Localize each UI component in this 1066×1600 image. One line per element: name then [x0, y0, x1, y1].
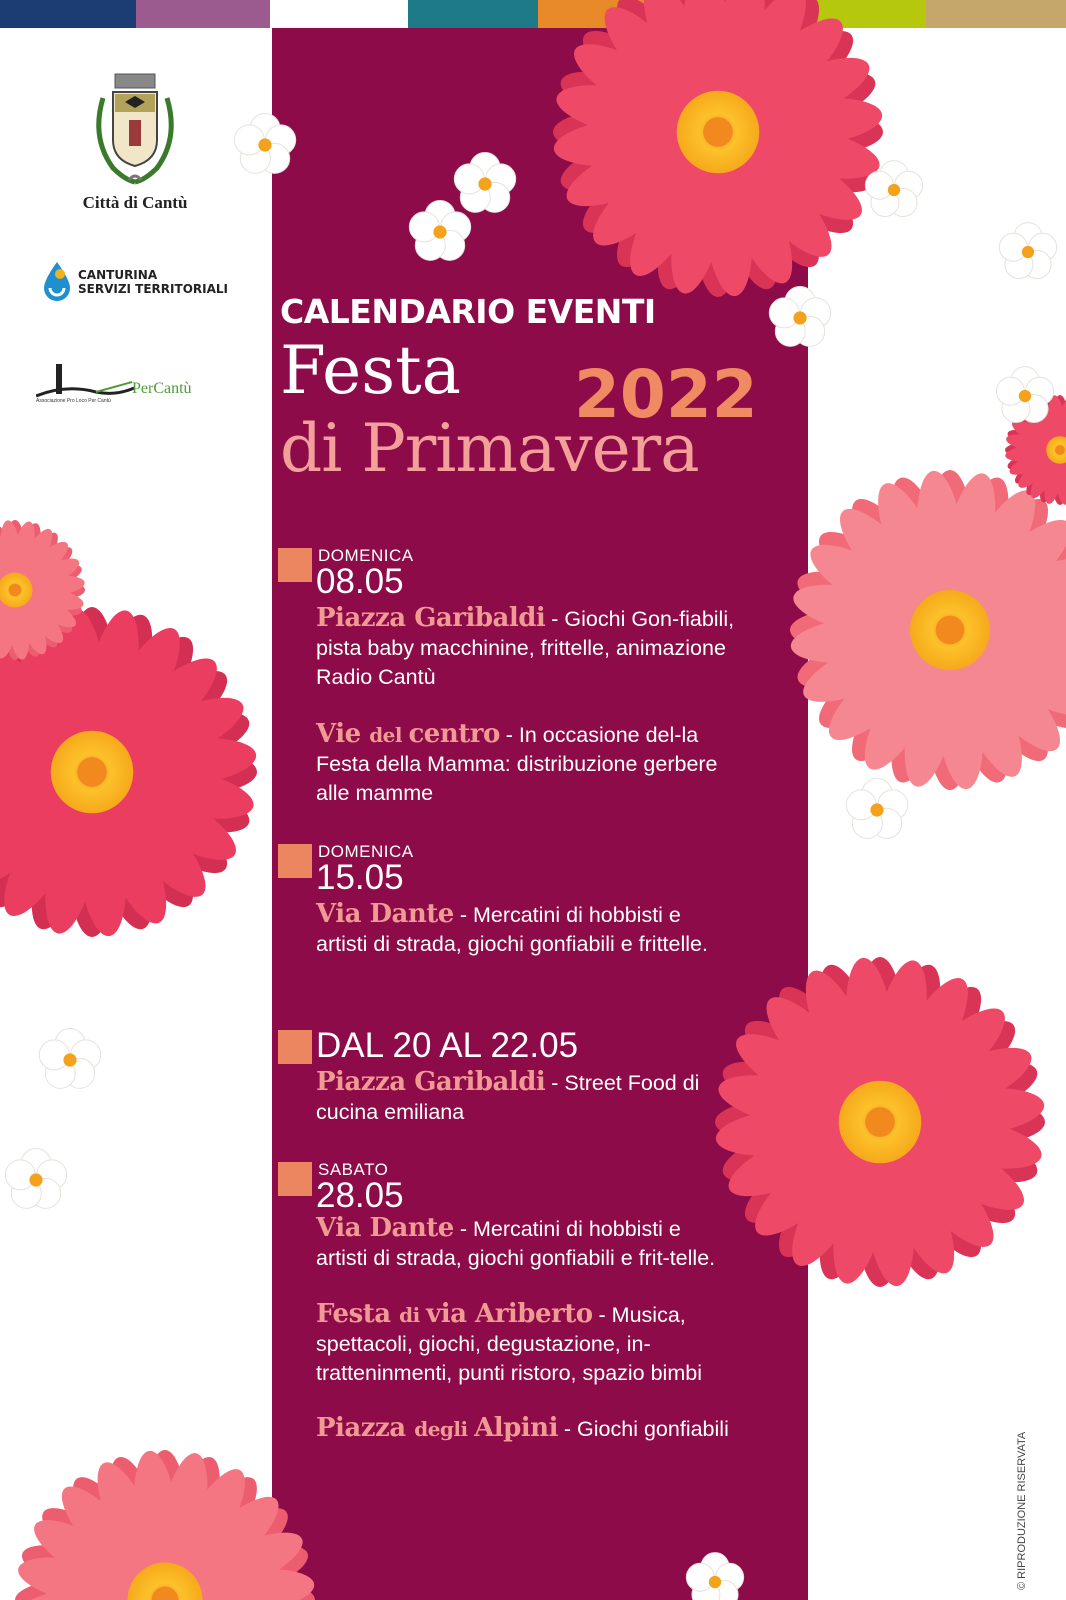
- event-desc: - Musica, spettacoli, giochi, degustazione, in-tratteninmenti, punti ristoro, spazio bimbi: [316, 1303, 702, 1385]
- event-item: [316, 900, 736, 959]
- event-desc: - Giochi Gon-fiabili, pista baby macchinine, frittelle, animazione Radio Cantù: [316, 607, 735, 689]
- event-place: centro: [408, 719, 500, 749]
- event-item: [316, 720, 736, 808]
- event-date: 28.05: [316, 1176, 404, 1215]
- event-place-connector: degli: [414, 1417, 475, 1441]
- date-marker: [278, 1162, 312, 1196]
- event-desc: - Giochi gonfiabili: [557, 1417, 729, 1441]
- white-blossom-icon: [999, 223, 1056, 279]
- event-item: [316, 1214, 736, 1273]
- event-place-connector: del: [369, 723, 409, 747]
- event-desc: - Mercatini di hobbisti e artisti di strada, giochi gonfiabili e frit-telle.: [316, 1217, 716, 1270]
- event-item: [316, 1300, 736, 1388]
- water-drop-icon: [40, 260, 74, 304]
- white-blossom-icon: [5, 1149, 66, 1209]
- canturina-line1: CANTURINA: [78, 268, 158, 282]
- event-item: [316, 1414, 736, 1444]
- city-logo: [30, 68, 240, 213]
- gerbera-flower-icon: [0, 605, 259, 938]
- primavera-title: di Primavera: [280, 410, 699, 487]
- event-item: [316, 604, 736, 692]
- white-blossom-icon: [686, 1553, 743, 1600]
- festa-title: Festa: [280, 332, 461, 409]
- white-blossom-icon: [454, 153, 515, 213]
- date-marker: [278, 1030, 312, 1064]
- gerbera-flower-icon: [551, 0, 884, 299]
- event-place: Via Dante: [316, 899, 454, 929]
- coat-of-arms-icon: [85, 68, 185, 188]
- white-blossom-icon: [39, 1029, 100, 1089]
- event-desc: - Street Food di cucina emiliana: [316, 1071, 700, 1124]
- date-marker: [278, 844, 312, 878]
- event-day: SABATO: [318, 1160, 389, 1179]
- canturina-logo: [40, 260, 228, 304]
- event-day: DOMENICA: [318, 842, 414, 861]
- event-date: 08.05: [316, 562, 404, 601]
- calendar-heading: CALENDARIO EVENTI: [280, 292, 656, 331]
- event-date: 15.05: [316, 858, 404, 897]
- event-place: Piazza: [316, 1413, 415, 1443]
- event-place: Vie: [316, 719, 370, 749]
- white-blossom-icon: [409, 201, 470, 261]
- canturina-line2: SERVIZI TERRITORIALI: [78, 282, 228, 296]
- percantu-name: PerCantù: [132, 380, 192, 397]
- white-blossom-icon: [769, 287, 830, 347]
- event-item: [316, 1068, 736, 1127]
- white-blossom-icon: [996, 367, 1053, 423]
- gerbera-flower-icon: [14, 1449, 317, 1600]
- percantu-logo: [36, 362, 192, 407]
- copyright-note: © RIPRODUZIONE RISERVATA: [1016, 1431, 1028, 1590]
- date-marker: [278, 548, 312, 582]
- year-title: 2022: [574, 356, 758, 433]
- tower-landscape-icon: [36, 362, 136, 402]
- event-place: Alpini: [474, 1413, 558, 1443]
- event-day: DOMENICA: [318, 546, 414, 565]
- event-desc: - In occasione del-la Festa della Mamma: distribuzione gerbere alle mamme: [316, 723, 718, 805]
- event-place: Via Dante: [316, 1213, 454, 1243]
- percantu-subtitle: Associazione Pro Loco Per Cantù: [36, 398, 111, 404]
- event-place: Piazza Garibaldi: [316, 1067, 546, 1097]
- event-date: DAL 20 AL 22.05: [316, 1026, 579, 1065]
- white-blossom-icon: [234, 114, 295, 174]
- gerbera-flower-icon: [789, 469, 1066, 792]
- city-name: Città di Cantù: [82, 193, 188, 212]
- event-place: Festa: [316, 1299, 400, 1329]
- gerbera-flower-icon: [713, 955, 1046, 1288]
- event-place: Piazza Garibaldi: [316, 603, 546, 633]
- event-place-connector: di: [399, 1303, 427, 1327]
- white-blossom-icon: [846, 779, 907, 839]
- event-place: via Ariberto: [426, 1299, 593, 1329]
- event-desc: - Mercatini di hobbisti e artisti di strada, giochi gonfiabili e frittelle.: [316, 903, 708, 956]
